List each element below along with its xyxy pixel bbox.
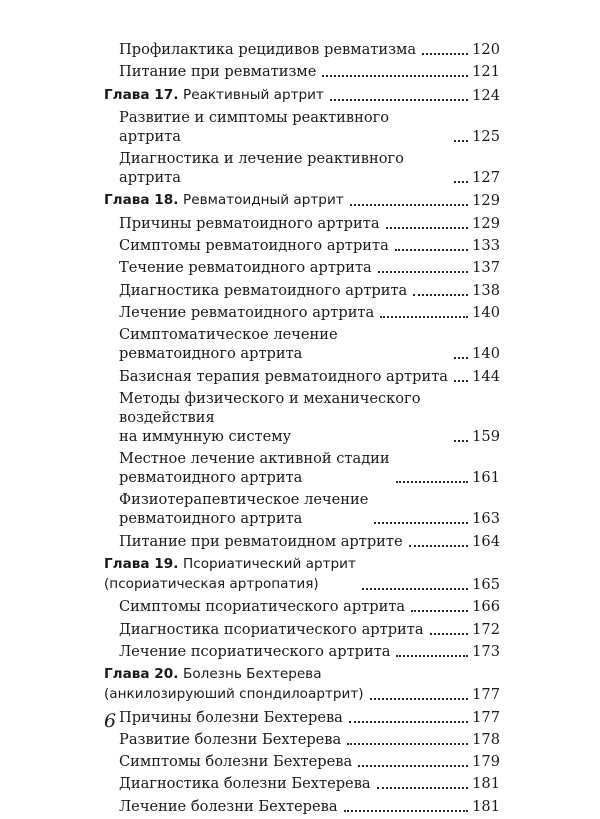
dot-leader	[370, 698, 469, 700]
dot-leader	[378, 271, 468, 273]
toc-entry-title-line	[119, 752, 352, 771]
toc-entry-title	[119, 40, 416, 59]
dot-leader	[413, 294, 468, 296]
toc-entry-title	[119, 214, 380, 233]
chapter-label: Глава 20.	[104, 666, 179, 683]
chapter-name: Болезнь Бехтерева	[183, 666, 322, 683]
table-of-contents	[104, 40, 500, 819]
chapter-label: Глава 18.	[104, 192, 179, 209]
toc-entry-title	[119, 620, 424, 639]
toc-entry-title-line	[119, 108, 448, 146]
section-name: Симптомы псориатического артрита	[119, 598, 406, 616]
toc-page-number: 127	[472, 169, 500, 187]
toc-entry-title	[119, 62, 316, 81]
toc-entry-title-line	[119, 325, 448, 363]
section-name: ревматоидного артрита	[119, 510, 303, 528]
section-name: Лечение ревматоидного артрита	[119, 303, 375, 321]
toc-page-number: 144	[472, 367, 500, 385]
toc-entry-title-line	[119, 62, 316, 81]
toc-entry-title-line	[119, 597, 405, 616]
toc-entry-title-line	[119, 532, 403, 551]
toc-entry-title-line	[119, 367, 448, 386]
section-name: Местное лечение активной стадии	[119, 450, 390, 468]
toc-entry-title	[119, 258, 372, 277]
toc-page-number: 161	[472, 469, 500, 487]
toc-entry-title-line	[119, 303, 374, 322]
toc-entry-title	[119, 325, 448, 363]
toc-entry-title-line	[119, 236, 389, 255]
toc-page-number: 178	[472, 730, 500, 748]
toc-entry-title-line	[119, 490, 368, 509]
toc-entry-title	[119, 797, 338, 816]
toc-entry-title-line	[119, 642, 390, 661]
toc-page-number: 124	[472, 86, 500, 104]
toc-page-number: 125	[472, 127, 500, 145]
section-name: Лечение болезни Бехтерева	[119, 797, 338, 815]
toc-section-entry	[104, 303, 500, 322]
toc-section-entry	[104, 797, 500, 816]
toc-page-number: 120	[472, 41, 500, 58]
toc-entry-title	[104, 554, 356, 594]
toc-page-number: 179	[472, 753, 500, 771]
toc-entry-title-line	[119, 620, 424, 639]
toc-entry-title-line	[104, 574, 356, 594]
toc-page-number: 121	[472, 63, 500, 81]
section-name: Причины болезни Бехтерева	[119, 708, 343, 726]
dot-leader	[350, 204, 468, 206]
toc-section-entry	[104, 40, 500, 59]
toc-entry-title	[119, 642, 390, 661]
section-name: Питание при ревматоидном артрите	[119, 532, 403, 550]
toc-page-number: 177	[472, 686, 500, 704]
toc-section-entry	[104, 214, 500, 233]
toc-entry-title	[104, 664, 364, 704]
section-name: Лечение псориатического артрита	[119, 642, 391, 660]
chapter-name: Реактивный артрит	[183, 86, 324, 103]
section-name: Диагностика псориатического артрита	[119, 620, 424, 638]
toc-entry-title	[119, 281, 407, 300]
toc-page-number: 129	[472, 192, 500, 210]
toc-entry-title-line	[119, 427, 448, 446]
toc-entry-title-line	[119, 509, 368, 528]
toc-page-number: 181	[472, 797, 500, 815]
toc-section-entry	[104, 597, 500, 616]
dot-leader	[454, 181, 468, 183]
section-name: Физиотерапевтическое лечение	[119, 491, 369, 509]
dot-leader	[396, 481, 469, 483]
dot-leader	[362, 588, 468, 590]
page-number: 6	[104, 710, 117, 732]
toc-entry-title-line	[119, 708, 343, 727]
toc-entry-title-line	[104, 554, 356, 574]
toc-section-entry	[104, 389, 500, 446]
toc-entry-title-line	[104, 190, 344, 210]
toc-entry-title	[119, 490, 368, 528]
dot-leader	[380, 316, 468, 318]
toc-page-number: 166	[472, 598, 500, 616]
chapter-name: (псориатическая артропатия)	[104, 576, 319, 593]
toc-entry-title-line	[119, 774, 371, 793]
toc-page-number: 137	[472, 259, 500, 277]
toc-section-entry	[104, 258, 500, 277]
section-name: Диагностика и лечение реактивного артрита	[119, 150, 404, 187]
toc-entry-title-line	[119, 258, 372, 277]
section-name: Методы физического и механического воздействия	[119, 389, 421, 426]
toc-section-entry	[104, 642, 500, 661]
dot-leader	[358, 765, 468, 767]
toc-section-entry	[104, 108, 500, 146]
section-name: Питание при ревматизме	[119, 63, 317, 81]
toc-entry-title	[119, 389, 448, 446]
toc-entry-title-line	[119, 389, 448, 427]
toc-entry-title-line	[119, 214, 380, 233]
toc-chapter-entry	[104, 85, 500, 105]
toc-entry-title	[119, 752, 352, 771]
toc-entry-title	[119, 149, 448, 187]
toc-chapter-entry	[104, 554, 500, 594]
toc-page-number: 172	[472, 620, 500, 638]
dot-leader	[409, 545, 469, 547]
toc-page-number: 138	[472, 281, 500, 299]
toc-entry-title	[119, 597, 405, 616]
section-name: Развитие и симптомы реактивного артрита	[119, 108, 390, 145]
dot-leader	[430, 633, 469, 635]
dot-leader	[349, 721, 468, 723]
chapter-label: Глава 17.	[104, 86, 179, 103]
dot-leader	[395, 249, 468, 251]
section-name: Симптомы ревматоидного артрита	[119, 237, 389, 255]
toc-section-entry	[104, 730, 500, 749]
toc-section-entry	[104, 490, 500, 528]
toc-section-entry	[104, 236, 500, 255]
dot-leader	[411, 610, 468, 612]
toc-section-entry	[104, 367, 500, 386]
toc-section-entry	[104, 620, 500, 639]
toc-entry-title	[119, 108, 448, 146]
toc-page-number: 133	[472, 237, 500, 255]
toc-page-number: 177	[472, 708, 500, 726]
toc-section-entry	[104, 708, 500, 727]
dot-leader	[330, 99, 468, 101]
section-name: Диагностика болезни Бехтерева	[119, 775, 371, 793]
toc-entry-title	[119, 367, 448, 386]
toc-entry-title-line	[104, 684, 364, 704]
toc-page-number: 159	[472, 427, 500, 445]
toc-entry-title	[119, 303, 374, 322]
toc-page-number: 163	[472, 510, 500, 528]
toc-entry-title	[119, 449, 390, 487]
section-name: Причины ревматоидного артрита	[119, 214, 380, 232]
dot-leader	[454, 440, 468, 442]
dot-leader	[322, 75, 468, 77]
section-name: Течение ревматоидного артрита	[119, 259, 372, 277]
dot-leader	[454, 357, 468, 359]
dot-leader	[454, 380, 468, 382]
toc-section-entry	[104, 752, 500, 771]
chapter-label: Глава 19.	[104, 556, 179, 573]
toc-entry-title	[119, 730, 341, 749]
toc-entry-title	[104, 85, 324, 105]
section-name: ревматоидного артрита	[119, 469, 303, 487]
toc-entry-title-line	[119, 40, 416, 59]
toc-entry-title-line	[119, 281, 407, 300]
toc-entry-title-line	[104, 85, 324, 105]
toc-entry-title-line	[119, 797, 338, 816]
toc-page-number: 181	[472, 775, 500, 793]
toc-page-number: 140	[472, 303, 500, 321]
toc-section-entry	[104, 325, 500, 363]
section-name: Базисная терапия ревматоидного артрита	[119, 367, 448, 385]
dot-leader	[422, 53, 468, 55]
toc-entry-title	[119, 708, 343, 727]
section-name: Диагностика ревматоидного артрита	[119, 281, 408, 299]
section-name: на иммунную систему	[119, 427, 292, 445]
toc-entry-title-line	[119, 449, 390, 468]
toc-entry-title	[104, 190, 344, 210]
toc-entry-title-line	[104, 664, 364, 684]
toc-entry-title-line	[119, 730, 341, 749]
dot-leader	[374, 522, 468, 524]
toc-section-entry	[104, 449, 500, 487]
dot-leader	[396, 655, 468, 657]
section-name: Симптомы болезни Бехтерева	[119, 753, 353, 771]
toc-entry-title	[119, 532, 403, 551]
dot-leader	[347, 743, 468, 745]
dot-leader	[454, 140, 468, 142]
chapter-name: Ревматоидный артрит	[183, 192, 344, 209]
section-name: Развитие болезни Бехтерева	[119, 730, 342, 748]
toc-entry-title-line	[119, 149, 448, 187]
chapter-name: Псориатический артрит	[183, 556, 356, 573]
toc-entry-title-line	[119, 468, 390, 487]
section-name: Симптоматическое лечение ревматоидного артрита	[119, 326, 338, 363]
toc-entry-title	[119, 774, 371, 793]
toc-section-entry	[104, 281, 500, 300]
toc-chapter-entry	[104, 190, 500, 210]
toc-section-entry	[104, 62, 500, 81]
toc-page-number: 165	[472, 576, 500, 594]
toc-page-number: 173	[472, 642, 500, 660]
dot-leader	[344, 810, 469, 812]
toc-section-entry	[104, 532, 500, 551]
toc-section-entry	[104, 774, 500, 793]
dot-leader	[377, 787, 469, 789]
toc-page-number: 129	[472, 214, 500, 232]
toc-page-number: 164	[472, 532, 500, 550]
toc-entry-title	[119, 236, 389, 255]
dot-leader	[386, 227, 469, 229]
toc-section-entry	[104, 149, 500, 187]
chapter-name: (анкилозируюший спондилоартрит)	[104, 686, 364, 703]
toc-chapter-entry	[104, 664, 500, 704]
section-name: Профилактика рецидивов ревматизма	[119, 41, 417, 58]
toc-page-number: 140	[472, 345, 500, 363]
